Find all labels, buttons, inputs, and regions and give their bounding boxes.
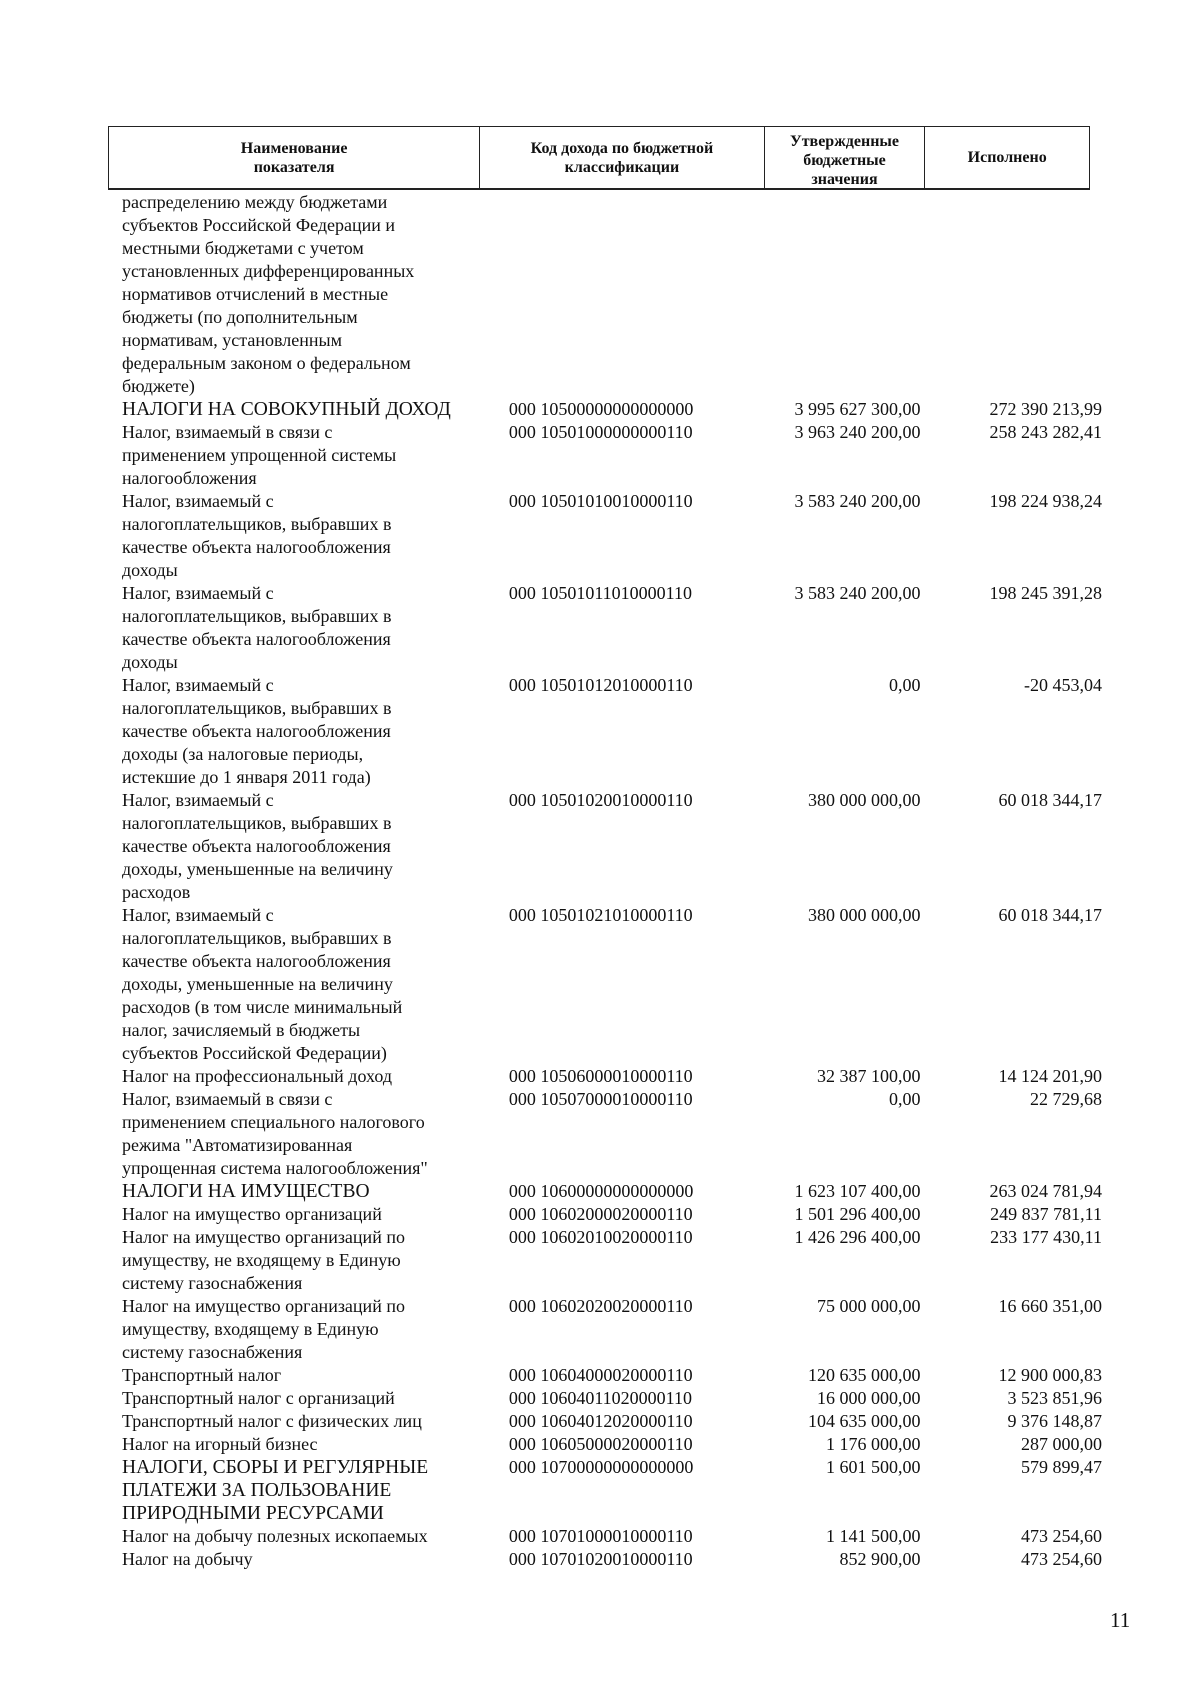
row-plan: 1 141 500,00 (825, 1526, 921, 1546)
row-name: Налог на добычу полезных ископаемых (122, 1526, 428, 1546)
row-done: 272 390 213,99 (989, 399, 1102, 419)
row-plan (762, 191, 921, 398)
table-row (122, 1180, 1102, 1203)
table-row (122, 1456, 1102, 1525)
table-row (122, 1410, 1102, 1433)
header-done (925, 127, 1089, 188)
table-row (122, 1433, 1102, 1456)
table-row (122, 582, 1102, 674)
table-row (122, 789, 1102, 904)
row-name: Транспортный налог с физических лиц (122, 1411, 422, 1431)
row-name: Налог на имущество организаций по имуществу, входящему в Единую систему газоснабжения (122, 1296, 405, 1362)
row-code: 000 10501020010000110 (508, 790, 693, 810)
table-row (122, 1088, 1102, 1180)
row-name: Налог, взимаемый в связи с применением упрощенной системы налогообложения (122, 422, 397, 488)
row-done: 579 899,47 (1021, 1457, 1102, 1477)
row-code: 000 10501012010000110 (508, 675, 693, 695)
row-done: 198 245 391,28 (989, 583, 1102, 603)
row-done: 16 660 351,00 (998, 1296, 1102, 1316)
table-row (122, 1364, 1102, 1387)
row-done: 473 254,60 (1021, 1526, 1102, 1546)
row-code: 000 10602010020000110 (508, 1227, 693, 1247)
row-done: 233 177 430,11 (990, 1227, 1102, 1247)
header-plan (765, 127, 926, 188)
row-plan: 104 635 000,00 (807, 1411, 921, 1431)
row-code: 000 10605000020000110 (508, 1434, 693, 1454)
table-row (122, 1295, 1102, 1364)
row-code: 000 10501011010000110 (508, 583, 693, 603)
row-code: 000 10506000010000110 (508, 1066, 693, 1086)
row-code: 000 10501000000000110 (508, 422, 693, 442)
row-plan: 0,00 (888, 1089, 921, 1109)
row-name: Налог на добычу (122, 1549, 253, 1569)
table-row (122, 674, 1102, 789)
table-row (122, 1387, 1102, 1410)
header-code (480, 127, 764, 188)
table-row (122, 1548, 1102, 1571)
row-plan: 1 601 500,00 (825, 1457, 921, 1477)
header-name (109, 127, 480, 188)
row-done: -20 453,04 (1024, 675, 1102, 695)
row-plan: 75 000 000,00 (816, 1296, 921, 1316)
row-name: НАЛОГИ, СБОРЫ И РЕГУЛЯРНЫЕ ПЛАТЕЖИ ЗА ПОЛЬЗОВАНИЕ ПРИРОДНЫМИ РЕСУРСАМИ (122, 1457, 429, 1524)
row-name: Транспортный налог с организаций (122, 1388, 395, 1408)
header-code-label: Код дохода по бюджетной классификации (530, 139, 714, 176)
row-done: 12 900 000,83 (998, 1365, 1102, 1385)
row-plan: 3 583 240 200,00 (794, 583, 921, 603)
row-plan: 0,00 (888, 675, 921, 695)
row-code: 000 10602000020000110 (508, 1204, 693, 1224)
table-row (122, 904, 1102, 1065)
row-code: 000 10604011020000110 (508, 1388, 693, 1408)
row-done: 263 024 781,94 (989, 1181, 1102, 1201)
row-plan: 3 583 240 200,00 (794, 491, 921, 511)
row-code: 000 10701020010000110 (508, 1549, 693, 1569)
row-plan: 3 995 627 300,00 (794, 399, 921, 419)
row-code: 000 10600000000000000 (508, 1181, 694, 1201)
row-name: Налог, взимаемый с налогоплательщиков, выбравших в качестве объекта налогообложения доходы (за налоговые периоды, истекшие до 1 января 2011 года) (122, 675, 392, 787)
row-code: 000 10507000010000110 (508, 1089, 693, 1109)
row-done (920, 191, 1102, 398)
row-plan: 120 635 000,00 (807, 1365, 921, 1385)
row-name: Налог на имущество организаций (122, 1204, 382, 1224)
row-code: 000 10501010010000110 (508, 491, 693, 511)
row-name: Налог, взимаемый в связи с применением специального налогового режима "Автоматизированная упрощенная система налогообложения" (122, 1089, 428, 1178)
table-row (122, 1065, 1102, 1088)
row-plan: 3 963 240 200,00 (794, 422, 921, 442)
row-name: Налог, взимаемый с налогоплательщиков, выбравших в качестве объекта налогообложения доходы (122, 583, 392, 672)
row-name: Налог на профессиональный доход (122, 1066, 392, 1086)
row-name: НАЛОГИ НА СОВОКУПНЫЙ ДОХОД (122, 399, 451, 420)
row-plan: 380 000 000,00 (807, 905, 921, 925)
row-done: 60 018 344,17 (998, 905, 1102, 925)
row-code: 000 10604012020000110 (508, 1411, 693, 1431)
row-done: 9 376 148,87 (1007, 1411, 1102, 1431)
row-code: 000 10501021010000110 (508, 905, 693, 925)
row-plan: 16 000 000,00 (816, 1388, 921, 1408)
table-header (108, 126, 1090, 190)
table-row (122, 1525, 1102, 1548)
row-name: распределению между бюджетами субъектов Российской Федерации и местными бюджетами с учетом установленных дифференцированных нормативов отчислений в местные бюджеты (по дополнительным нормативам, установленным федеральным законом о федеральном бюджете) (122, 192, 415, 396)
row-done: 14 124 201,90 (998, 1066, 1102, 1086)
row-code: 000 10700000000000000 (508, 1457, 694, 1477)
table-row (122, 1226, 1102, 1295)
header-done-label: Исполнено (967, 149, 1047, 166)
page-number: 11 (1110, 1608, 1131, 1632)
row-name: Налог, взимаемый с налогоплательщиков, выбравших в качестве объекта налогообложения доходы (122, 491, 392, 580)
row-code: 000 10701000010000110 (508, 1526, 693, 1546)
row-done: 22 729,68 (1030, 1089, 1102, 1109)
row-code: 000 10604000020000110 (508, 1365, 693, 1385)
table-row (122, 398, 1102, 421)
row-name: НАЛОГИ НА ИМУЩЕСТВО (122, 1181, 370, 1202)
table-row (122, 490, 1102, 582)
row-plan: 1 501 296 400,00 (794, 1204, 921, 1224)
row-name: Налог на игорный бизнес (122, 1434, 318, 1454)
row-name: Транспортный налог (122, 1365, 282, 1385)
row-code: 000 10500000000000000 (508, 399, 694, 419)
row-done: 473 254,60 (1021, 1549, 1102, 1569)
row-done: 287 000,00 (1021, 1434, 1102, 1454)
row-name: Налог на имущество организаций по имуществу, не входящему в Единую систему газоснабжения (122, 1227, 405, 1293)
row-name: Налог, взимаемый с налогоплательщиков, выбравших в качестве объекта налогообложения доходы, уменьшенные на величину расходов (в том числе минимальный налог, зачисляемый в бюджеты субъектов Российской Федерации) (122, 905, 403, 1063)
row-plan: 380 000 000,00 (807, 790, 921, 810)
table-body (122, 191, 1102, 1571)
row-plan: 1 426 296 400,00 (794, 1227, 921, 1247)
header-name-label: Наименование показателя (240, 139, 348, 176)
header-plan-label: Утвержденные бюджетные значения (789, 133, 900, 188)
row-plan: 1 176 000,00 (825, 1434, 921, 1454)
row-name: Налог, взимаемый с налогоплательщиков, выбравших в качестве объекта налогообложения доходы, уменьшенные на величину расходов (122, 790, 393, 902)
row-plan: 1 623 107 400,00 (794, 1181, 921, 1201)
row-code (509, 191, 762, 398)
row-done: 258 243 282,41 (989, 422, 1102, 442)
row-plan: 32 387 100,00 (816, 1066, 921, 1086)
row-done: 249 837 781,11 (990, 1204, 1102, 1224)
row-done: 3 523 851,96 (1007, 1388, 1102, 1408)
table-row (122, 421, 1102, 490)
row-plan: 852 900,00 (839, 1549, 921, 1569)
row-done: 60 018 344,17 (998, 790, 1102, 810)
row-code: 000 10602020020000110 (508, 1296, 693, 1316)
table-row (122, 191, 1102, 398)
table-row (122, 1203, 1102, 1226)
row-done: 198 224 938,24 (989, 491, 1102, 511)
